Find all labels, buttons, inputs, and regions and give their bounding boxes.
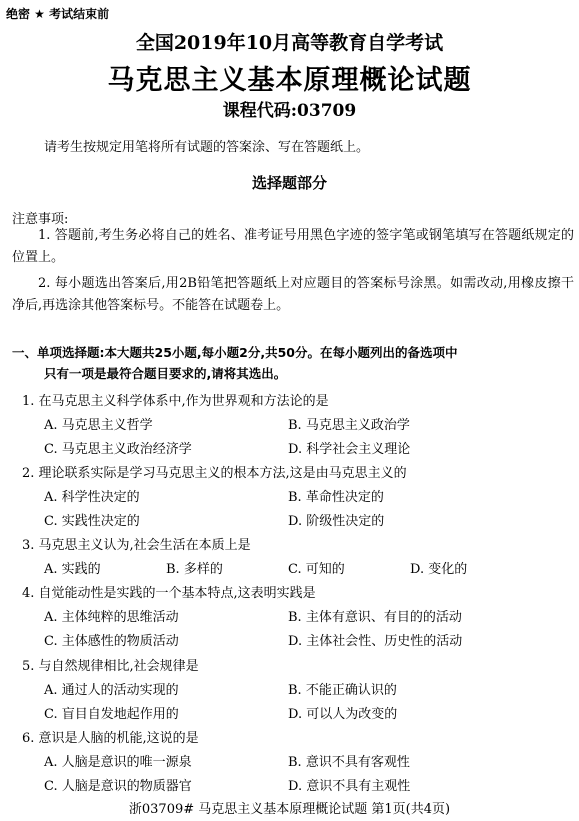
page-footer: 浙03709# 马克思主义基本原理概论试题 第1页(共4页) (128, 802, 451, 817)
option-c: C. 可知的 (288, 562, 345, 577)
part1-heading-line2: 只有一项是最符合题目要求的,请将其选出。 (44, 366, 287, 381)
option-d: D. 变化的 (410, 562, 468, 577)
option-d: D. 可以人为改变的 (288, 707, 398, 722)
secret-tag: 绝密 ★ 考试结束前 (6, 7, 110, 21)
question-stem: 2. 理论联系实际是学习马克思主义的根本方法,这是由马克思主义的 (22, 466, 407, 481)
option-d: D. 主体社会性、历史性的活动 (288, 634, 463, 649)
option-c: C. 实践性决定的 (44, 514, 140, 529)
option-a: A. 科学性决定的 (44, 490, 140, 505)
exam-line: 全国2019年10月高等教育自学考试 (135, 32, 444, 54)
option-a: A. 马克思主义哲学 (44, 418, 153, 433)
question-stem: 4. 自觉能动性是实践的一个基本特点,这表明实践是 (22, 586, 316, 601)
option-b: B. 意识不具有客观性 (288, 755, 410, 770)
option-d: D. 科学社会主义理论 (288, 442, 411, 457)
option-a: A. 通过人的活动实现的 (44, 683, 179, 698)
option-b: B. 多样的 (166, 562, 223, 577)
option-a: A. 人脑是意识的唯一源泉 (44, 755, 192, 770)
option-a: A. 实践的 (44, 562, 101, 577)
option-b: B. 马克思主义政治学 (288, 418, 410, 433)
option-a: A. 主体纯粹的思维活动 (44, 610, 179, 625)
course-code: 课程代码:03709 (222, 101, 357, 121)
question-stem: 1. 在马克思主义科学体系中,作为世界观和方法论的是 (22, 394, 329, 409)
section-title: 选择题部分 (251, 174, 327, 192)
page-title: 马克思主义基本原理概论试题 (107, 65, 472, 96)
option-b: B. 不能正确认识的 (288, 683, 397, 698)
option-c: C. 盲目自发地起作用的 (44, 707, 179, 722)
option-d: D. 阶级性决定的 (288, 514, 385, 529)
option-b: B. 主体有意识、有目的的活动 (288, 610, 462, 625)
option-c: C. 人脑是意识的物质器官 (44, 779, 192, 794)
note-item-1: 1. 答题前,考生务必将自己的姓名、准考证号用黑色字迹的签字笔或钢笔填写在答题纸规定的位置上。 (12, 228, 574, 265)
question-stem: 6. 意识是人脑的机能,这说的是 (22, 731, 199, 746)
option-c: C. 马克思主义政治经济学 (44, 442, 192, 457)
option-b: B. 革命性决定的 (288, 490, 384, 505)
part1-heading (12, 342, 572, 384)
answer-instruction: 请考生按规定用笔将所有试题的答案涂、写在答题纸上。 (44, 140, 370, 155)
note-item-2: 2. 每小题选出答案后,用2B铅笔把答题纸上对应题目的答案标号涂黑。如需改动,用橡皮擦干净后,再选涂其他答案标号。不能答在试题卷上。 (12, 276, 574, 313)
option-d: D. 意识不具有主观性 (288, 779, 411, 794)
question-stem: 3. 马克思主义认为,社会生活在本质上是 (22, 538, 251, 553)
part1-heading-line1: 一、单项选择题:本大题共25小题,每小题2分,共50分。在每小题列出的备选项中 (12, 345, 458, 360)
question-stem: 5. 与自然规律相比,社会规律是 (22, 659, 199, 674)
notes-title: 注意事项: (12, 212, 69, 227)
option-c: C. 主体感性的物质活动 (44, 634, 179, 649)
